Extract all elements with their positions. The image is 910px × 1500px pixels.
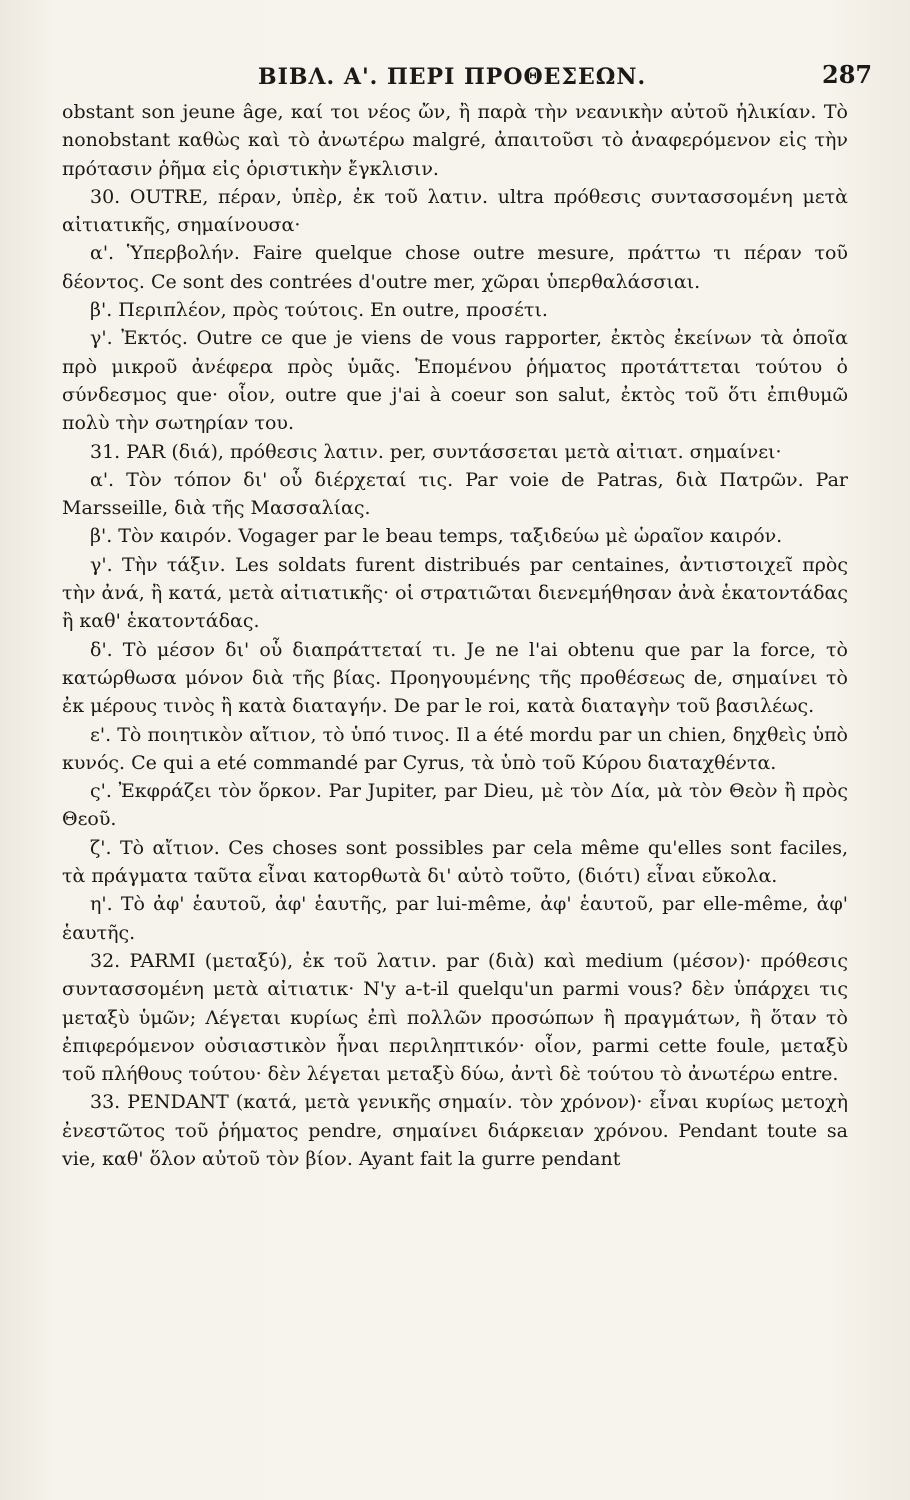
paragraph-30-beta: β'. Περιπλέον, πρὸς τούτοις. En outre, προσέτι.: [90, 299, 548, 322]
paragraph-30-alpha: α'. Ὑπερβολήν. Faire quelque chose outre mesure, πράττω τι πέραν τοῦ δέοντος. Ce sont des contrées d'outre mer, χῶραι ὑπερθαλάσσιαι.: [62, 242, 848, 293]
paragraph-31-alpha: α'. Τὸν τόπον δι' οὗ διέρχεταί τις. Par voie de Patras, διὰ Πατρῶν. Par Marsseille, διὰ τῆς Μασσαλίας.: [62, 468, 848, 520]
paragraph-continuation: obstant son jeune âge, καί τοι νέος ὤν, ἢ παρὰ τὴν νεανικὴν αὐτοῦ ἡλικίαν. Τὸ nonobstant καθὼς καὶ τὸ ἀνωτέρω malgré, ἀπαιτοῦσι τὸ ἀναφερόμενον εἰς τὴν πρότασιν ῥῆμα εἰς ὁριστικὴν ἔγκλισιν.: [62, 101, 848, 180]
paragraph-entry-30: 30. OUTRE, πέραν, ὑπὲρ, ἐκ τοῦ λατιν. ultra πρόθεσις συντασσομένη μετὰ αἰτιατικῆς, σημαίνουσα·: [62, 185, 848, 237]
header-title: ΒΙΒΛ. Α'. ΠΕΡΙ ΠΡΟΘΕΣΕΩΝ.: [258, 64, 647, 90]
paragraph-31-epsilon: ε'. Τὸ ποιητικὸν αἴτιον, τὸ ὑπό τινος. Il a été mordu par un chien, δηχθεὶς ὑπὸ κυνός. Ce qui a eté commandé par Cyrus, τὰ ὑπὸ τοῦ Κύρου διαταχθέντα.: [62, 723, 848, 774]
paragraph-31-beta: β'. Τὸν καιρόν. Vogager par le beau temps, ταξιδεύω μὲ ὡραῖον καιρόν.: [90, 525, 783, 548]
paragraph-31-eta: η'. Τὸ ἀφ' ἑαυτοῦ, ἀφ' ἑαυτῆς, par lui-même, ἀφ' ἑαυτοῦ, par elle-même, ἀφ' ἑαυτῆς.: [62, 893, 848, 944]
paragraph-31-gamma: γ'. Τὴν τάξιν. Les soldats furent distribués par centaines, ἀντιστοιχεῖ πρὸς τὴν ἀνά, ἢ κατά, μετὰ αἰτιατικῆς· οἱ στρατιῶται διενεμήθησαν ἀνὰ ἑκατοντάδας ἢ καθ' ἑκατοντάδας.: [62, 553, 848, 633]
running-header: [0, 58, 910, 98]
paragraph-31-delta: δ'. Τὸ μέσον δι' οὗ διαπράττεταί τι. Je ne l'ai obtenu que par la force, τὸ κατώρθωσα μόνον διὰ τῆς βίας. Προηγουμένης τῆς προθέσεως de, σημαίνει τὸ ἐκ μέρους τινὸς ἢ κατὰ διαταγήν. De par le roi, κατὰ διαταγὴν τοῦ βασιλέως.: [62, 638, 848, 718]
page-number: 287: [822, 60, 873, 89]
paragraph-31-zeta: ζ'. Τὸ αἴτιον. Ces choses sont possibles par cela même qu'elles sont faciles, τὰ πράγματα ταῦτα εἶναι κατορθωτὰ δι' αὐτὸ τοῦτο, (διότι) εἶναι εὔκολα.: [62, 836, 848, 888]
paragraph-entry-32: 32. PARMI (μεταξύ), ἐκ τοῦ λατιν. par (διὰ) καὶ medium (μέσον)· πρόθεσις συντασσομένη μετὰ αἰτιατικ· N'y a-t-il quelqu'un parmi vous? δὲν ὑπάρχει τις μεταξὺ ὑμῶν; Λέγεται κυρίως ἐπὶ πολλῶν προσώπων ἢ πραγμάτων, ἢ ὅταν τὸ ἐπιφερόμενον οὐσιαστικὸν ἦναι περιληπτικόν· οἷον, parmi cette foule, μεταξὺ τοῦ πλήθους τούτου· δὲν λέγεται μεταξὺ δύω, ἀντὶ δὲ τούτου τὸ ἀνωτέρω entre.: [62, 949, 848, 1086]
paragraph-entry-33: 33. PENDANT (κατά, μετὰ γενικῆς σημαίν. τὸν χρόνον)· εἶναι κυρίως μετοχὴ ἐνεστῶτος τοῦ ῥήματος pendre, σημαίνει διάρκειαν χρόνου. Pendant toute sa vie, καθ' ὅλον αὐτοῦ τὸν βίον. Ayant fait la gurre pendant: [62, 1091, 848, 1170]
paragraph-30-gamma: γ'. Ἐκτός. Outre ce que je viens de vous rapporter, ἐκτὸς ἐκείνων τὰ ὁποῖα πρὸ μικροῦ ἀνέφερα πρὸς ὑμᾶς. Ἑπομένου ῥήματος προτάττεται τούτου ὁ σύνδεσμος que· οἷον, outre que j'ai à coeur son salut, ἐκτὸς τοῦ ὅτι ἐπιθυμῶ πολὺ τὴν σωτηρίαν του.: [62, 327, 848, 435]
paragraph-entry-31: 31. PAR (διά), πρόθεσις λατιν. per, συντάσσεται μετὰ αἰτιατ. σημαίνει·: [90, 440, 782, 463]
paragraph-31-stigma: ς'. Ἐκφράζει τὸν ὅρκον. Par Jupiter, par Dieu, μὲ τὸν Δία, μὰ τὸν Θεὸν ἢ πρὸς Θεοῦ.: [62, 780, 848, 831]
page-body: [62, 98, 848, 1173]
